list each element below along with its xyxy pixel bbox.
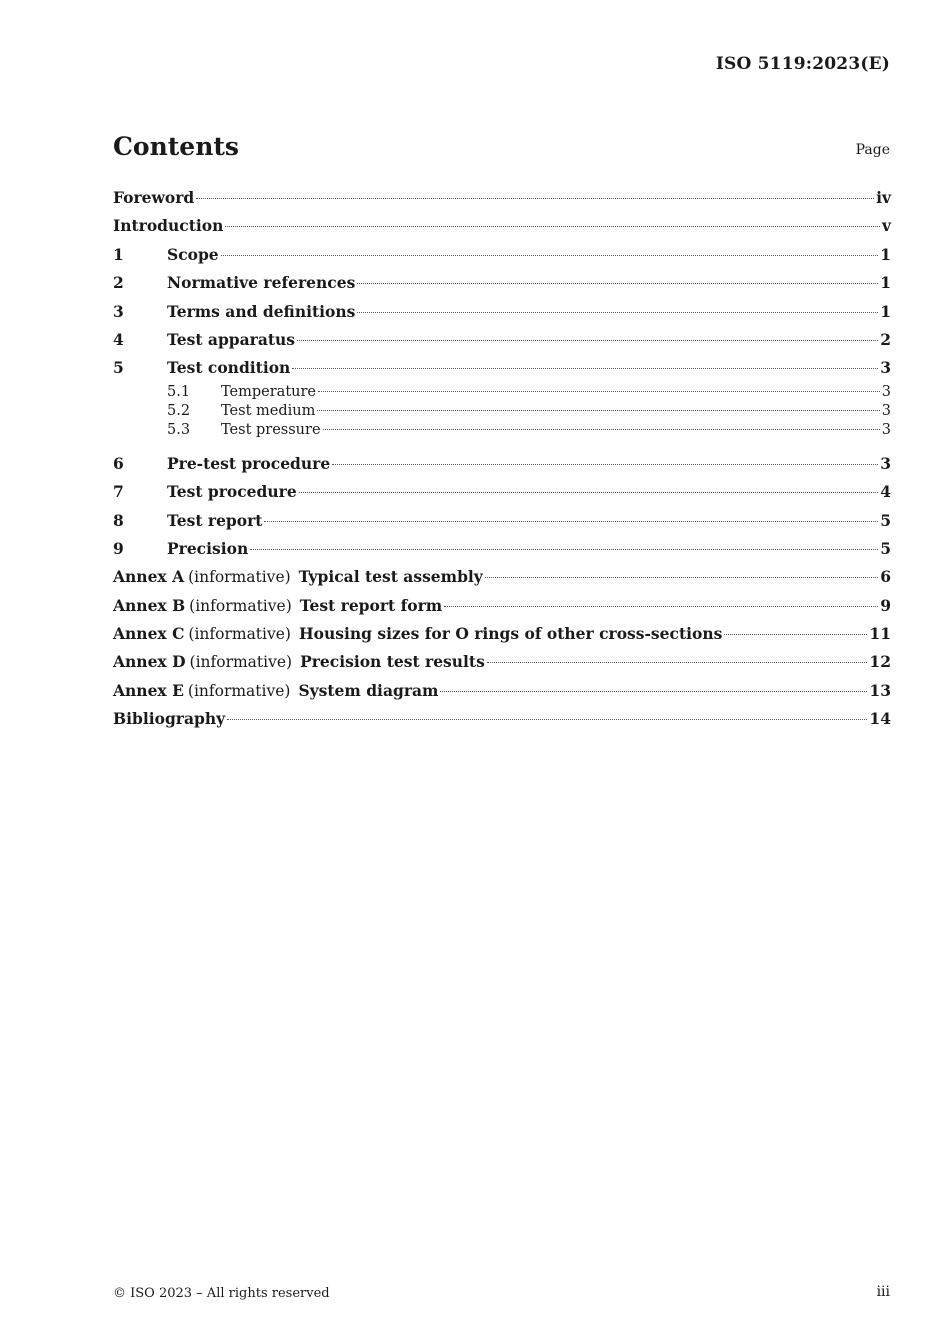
toc-entry-title: Foreword [113, 188, 195, 207]
dot-leader [724, 634, 867, 635]
dot-leader [357, 283, 878, 284]
toc-entry-annex-c[interactable] [113, 620, 891, 648]
toc-entry-annex-a[interactable] [113, 563, 891, 591]
toc-entry-title: Pre-test procedure [167, 453, 331, 473]
toc-entry-test-condition[interactable] [113, 354, 891, 382]
toc-entry-page: 5 [880, 538, 891, 558]
toc-entry-page: 3 [881, 383, 891, 400]
toc-entry-page: 3 [881, 402, 891, 419]
dot-leader [318, 391, 880, 392]
toc-entry-title: Test apparatus [167, 329, 296, 349]
toc-entry-page: 5 [880, 510, 891, 530]
annex-type: (informative) [188, 625, 291, 644]
toc-entry-title: Precision test results [300, 652, 485, 672]
toc-entry-normative-references[interactable] [113, 269, 891, 297]
annex-label: Annex A [113, 567, 185, 587]
toc-entry-title: Scope [167, 244, 219, 264]
toc-entry-title: Test report form [299, 595, 443, 615]
contents-title: Contents [113, 132, 240, 161]
toc-entry-page: 11 [869, 624, 891, 644]
annex-label: Annex D [113, 652, 186, 672]
toc-entry-annex-d[interactable] [113, 648, 891, 676]
dot-leader [292, 368, 878, 369]
toc-entry-title: Housing sizes for O rings of other cross-sections [298, 624, 723, 644]
dot-leader [317, 410, 879, 411]
dot-leader [440, 691, 867, 692]
toc-entry-page: 3 [880, 358, 891, 378]
toc-entry-page: iv [876, 188, 891, 207]
toc-entry-page: 12 [869, 652, 891, 672]
toc-entry-title: Test condition [167, 358, 291, 378]
toc-entry-title: Test pressure [221, 421, 321, 438]
toc-entry-title: Test report [167, 510, 263, 530]
toc-entry-number: 1 [113, 244, 124, 264]
annex-type: (informative) [189, 596, 292, 615]
toc-entry-annex-b[interactable] [113, 592, 891, 620]
toc-entry-number: 2 [113, 273, 124, 293]
toc-entry-page: 3 [880, 453, 891, 473]
toc-entry-title: Normative references [167, 273, 356, 293]
toc-entry-page: 1 [880, 301, 891, 321]
dot-leader [444, 606, 878, 607]
toc-entry-number: 5.1 [167, 383, 191, 400]
dot-leader [297, 340, 878, 341]
toc-entry-test-medium[interactable] [113, 402, 891, 421]
annex-type: (informative) [188, 568, 291, 587]
dot-leader [299, 492, 879, 493]
toc-entry-number: 3 [113, 301, 124, 321]
toc-entry-test-procedure[interactable] [113, 478, 891, 506]
page-column-label: Page [855, 142, 890, 158]
table-of-contents [113, 184, 891, 734]
toc-entry-page: 4 [880, 482, 891, 502]
toc-entry-title: Precision [167, 538, 249, 558]
dot-leader [250, 549, 878, 550]
dot-leader [332, 464, 878, 465]
toc-entry-title: Temperature [221, 383, 316, 400]
dot-leader [264, 521, 878, 522]
toc-entry-terms-and-definitions[interactable] [113, 298, 891, 326]
toc-entry-title: Test medium [221, 402, 316, 419]
toc-entry-page: 9 [880, 595, 891, 615]
dot-leader [196, 198, 874, 199]
annex-label: Annex C [113, 624, 185, 644]
annex-label: Annex B [113, 595, 186, 615]
dot-leader [357, 312, 878, 313]
toc-entry-title: System diagram [298, 680, 439, 700]
toc-entry-foreword[interactable] [113, 184, 891, 212]
document-id: ISO 5119:2023(E) [715, 54, 890, 74]
toc-entry-title: Introduction [113, 216, 224, 236]
toc-entry-temperature[interactable] [113, 383, 891, 402]
toc-entry-scope[interactable] [113, 241, 891, 269]
toc-entry-test-pressure[interactable] [113, 421, 891, 440]
toc-entry-page: 2 [880, 329, 891, 349]
dot-leader [227, 719, 867, 720]
toc-entry-page: 6 [880, 567, 891, 587]
toc-entry-page: 14 [869, 709, 891, 729]
toc-entry-annex-e[interactable] [113, 677, 891, 705]
toc-entry-precision[interactable] [113, 535, 891, 563]
toc-entry-number: 5.2 [167, 402, 191, 419]
toc-entry-page: 1 [880, 273, 891, 293]
toc-entry-title: Test procedure [167, 482, 297, 502]
footer-copyright: © ISO 2023 – All rights reserved [113, 1286, 330, 1301]
toc-entry-number: 5.3 [167, 421, 191, 438]
toc-entry-number: 4 [113, 329, 124, 349]
annex-label: Annex E [113, 680, 184, 700]
annex-type: (informative) [187, 681, 291, 700]
toc-entry-title: Typical test assembly [298, 567, 483, 587]
dot-leader [323, 429, 880, 430]
toc-entry-page: v [881, 216, 891, 236]
dot-leader [225, 226, 880, 227]
toc-entry-number: 8 [113, 510, 124, 530]
dot-leader [485, 577, 878, 578]
toc-entry-page: 3 [881, 421, 891, 438]
toc-entry-page: 1 [880, 244, 891, 264]
dot-leader [221, 255, 879, 256]
toc-entry-title: Bibliography [113, 709, 226, 729]
toc-entry-number: 5 [113, 358, 124, 378]
toc-entry-introduction[interactable] [113, 212, 891, 240]
footer-page-number: iii [876, 1284, 890, 1300]
toc-entry-number: 7 [113, 482, 124, 502]
toc-entry-number: 6 [113, 453, 124, 473]
toc-entry-test-apparatus[interactable] [113, 326, 891, 354]
toc-entry-number: 9 [113, 538, 124, 558]
toc-entry-page: 13 [869, 680, 891, 700]
toc-entry-bibliography[interactable] [113, 705, 891, 733]
toc-entry-title: Terms and definitions [167, 301, 356, 321]
toc-entry-pre-test-procedure[interactable] [113, 450, 891, 478]
toc-entry-test-report[interactable] [113, 507, 891, 535]
dot-leader [487, 662, 868, 663]
annex-type: (informative) [189, 653, 293, 672]
